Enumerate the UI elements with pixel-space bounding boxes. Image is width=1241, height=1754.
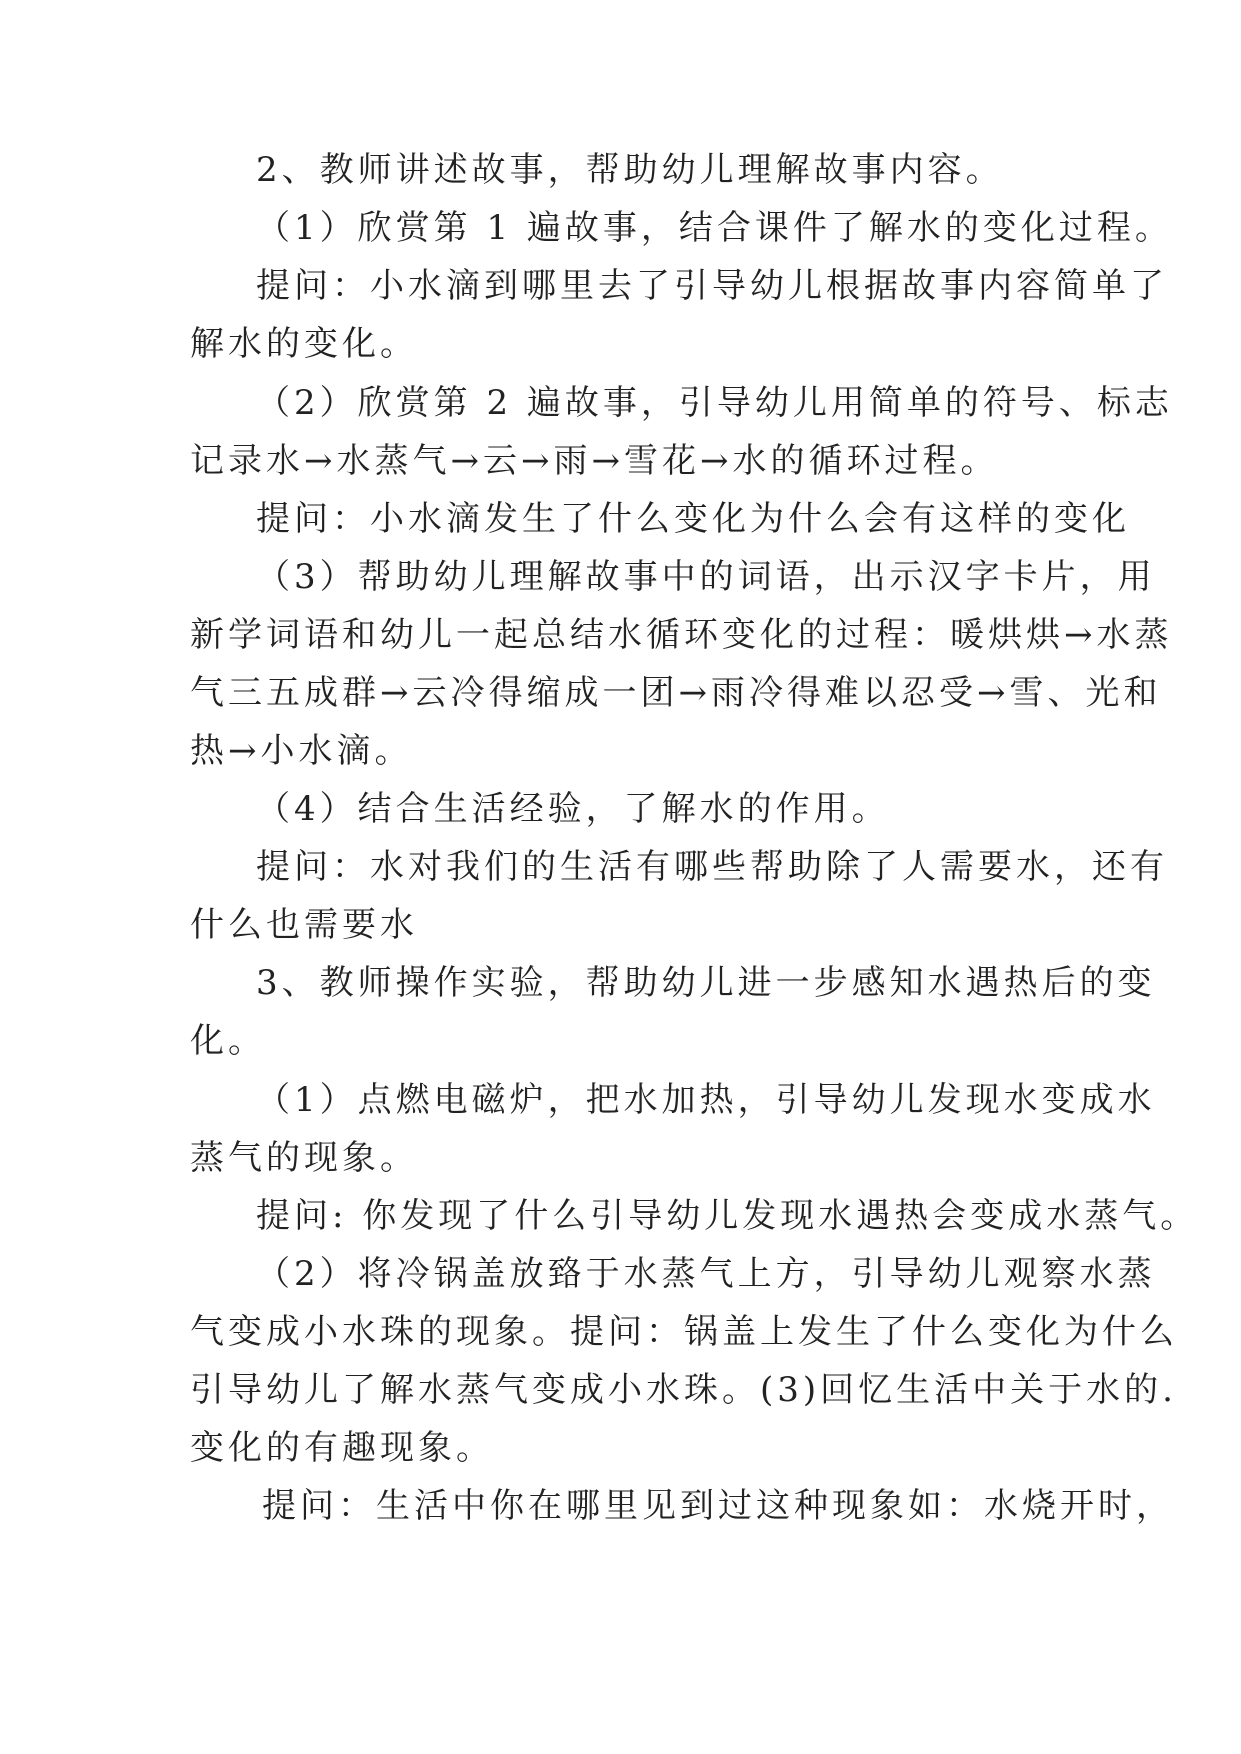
paragraph-line: 记录水→水蒸气→云→雨→雪花→水的循环过程。 xyxy=(190,441,999,481)
paragraph-line: 2、教师讲述故事，帮助幼儿理解故事内容。 xyxy=(256,150,1004,190)
paragraph-line: 引导幼儿了解水蒸气变成小水珠。(3)回忆生活中关于水的. xyxy=(190,1370,1177,1410)
paragraph-line: 热→小水滴。 xyxy=(190,731,413,771)
paragraph-line: 化。 xyxy=(190,1021,266,1061)
paragraph-line: （4）结合生活经验，了解水的作用。 xyxy=(256,789,890,829)
paragraph-line: 3、教师操作实验，帮助幼儿进一步感知水遇热后的变 xyxy=(256,963,1156,1003)
paragraph-line: 气三五成群→云冷得缩成一团→雨冷得难以忍受→雪、光和 xyxy=(190,673,1162,713)
paragraph-line: 提问: 你发现了什么引导幼儿发现水遇热会变成水蒸气。 xyxy=(256,1196,1199,1236)
paragraph-line: 新学词语和幼儿一起总结水循环变化的过程：暖烘烘→水蒸 xyxy=(190,615,1173,655)
paragraph-line: 变化的有趣现象。 xyxy=(190,1428,494,1468)
paragraph-line: 气变成小水珠的现象。提问：锅盖上发生了什么变化为什么 xyxy=(190,1312,1178,1352)
paragraph-line: （1）点燃电磁炉，把水加热，引导幼儿发现水变成水 xyxy=(256,1080,1156,1120)
paragraph-line: （1）欣赏第 1 遍故事，结合课件了解水的变化过程。 xyxy=(256,208,1173,248)
paragraph-line: 什么也需要水 xyxy=(190,905,418,945)
paragraph-line: 解水的变化。 xyxy=(190,324,418,364)
paragraph-line: 提问：小水滴到哪里去了引导幼儿根据故事内容简单了 xyxy=(256,266,1168,306)
paragraph-line: 提问：生活中你在哪里见到过这种现象如：水烧开时， xyxy=(262,1486,1174,1526)
paragraph-line: 蒸气的现象。 xyxy=(190,1138,418,1178)
paragraph-line: （3）帮助幼儿理解故事中的词语，出示汉字卡片，用 xyxy=(256,557,1156,597)
paragraph-line: 提问：小水滴发生了什么变化为什么会有这样的变化 xyxy=(256,499,1130,539)
paragraph-line: （2）将冷锅盖放臵于水蒸气上方，引导幼儿观察水蒸 xyxy=(256,1254,1156,1294)
paragraph-line: （2）欣赏第 2 遍故事，引导幼儿用简单的符号、标志 xyxy=(256,383,1173,423)
paragraph-line: 提问：水对我们的生活有哪些帮助除了人需要水，还有 xyxy=(256,847,1168,887)
